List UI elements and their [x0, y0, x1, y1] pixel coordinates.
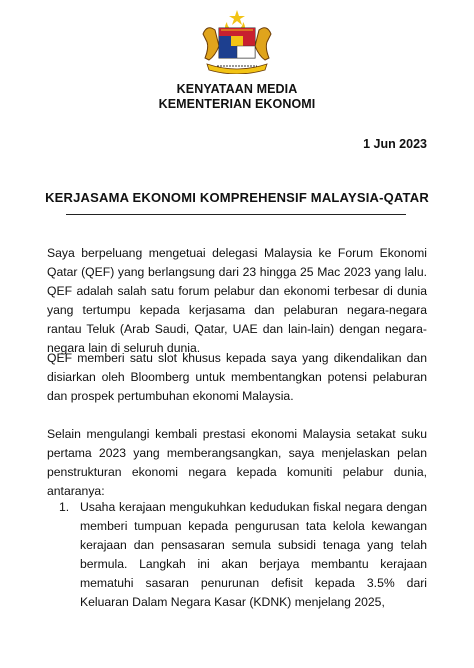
- header-line-1: KENYATAAN MEDIA: [176, 82, 298, 96]
- document-title: KERJASAMA EKONOMI KOMPREHENSIF MALAYSIA-QATAR: [45, 190, 429, 205]
- press-release-date: 1 Jun 2023: [363, 137, 427, 151]
- title-underline: [66, 214, 406, 215]
- paragraph-3: Selain mengulangi kembali prestasi ekonomi Malaysia setakat suku pertama 2023 yang memberangsangkan, saya menjelaskan pelan penstrukturan ekonomi negara kepada komuniti pelabur dunia, antaranya:: [47, 427, 427, 498]
- list-item: Usaha kerajaan mengukuhkan kedudukan fiskal negara dengan memberi tumpuan kepada pengurusan tata kelola kewangan kerajaan dan pensasaran semula subsidi tenaga yang telah bermula. Langkah ini akan berjaya membantu kerajaan mematuhi sasaran penurunan defisit kepada 3.5% dari Keluaran Dalam Negara Kasar (KDNK) menjelang 2025,: [80, 500, 427, 609]
- paragraph-2: QEF memberi satu slot khusus kepada saya yang dikendalikan dan disiarkan oleh Bloomberg untuk membentangkan potensi pelaburan dan prospek pertumbuhan ekonomi Malaysia.: [47, 351, 427, 403]
- list-item-number: 1.: [59, 500, 70, 514]
- coat-of-arms-icon: [197, 8, 277, 74]
- paragraph-1: Saya berpeluang mengetuai delegasi Malaysia ke Forum Ekonomi Qatar (QEF) yang berlangsung dari 23 hingga 25 Mac 2023 yang lalu. QEF adalah salah satu forum pelabur dan ekonomi terbesar di dunia yang tertumpu kepada kerjasama dan pelaburan negara-negara rantau Teluk (Arab Saudi, Qatar, UAE dan lain-lain) dengan negara-negara lain di seluruh dunia.: [47, 246, 427, 355]
- header-line-2: KEMENTERIAN EKONOMI: [158, 97, 316, 111]
